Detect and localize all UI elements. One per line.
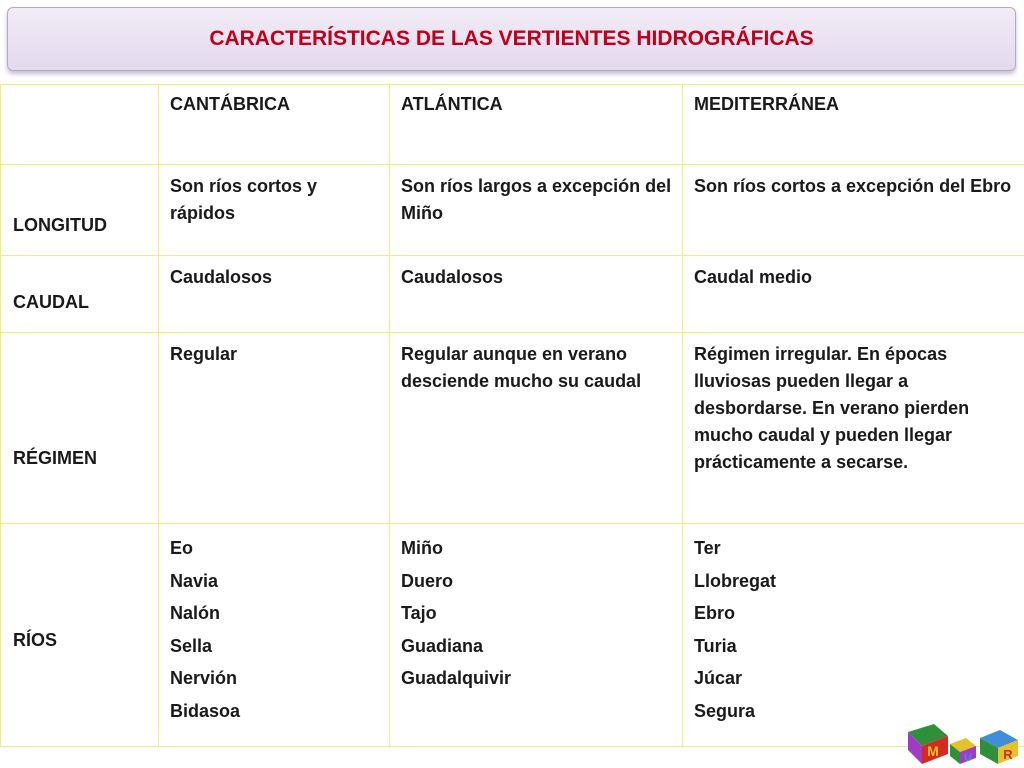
cell-caudal-cantabrica: Caudalosos xyxy=(159,256,390,333)
row-label-caudal: CAUDAL xyxy=(1,256,159,333)
table-row-regimen xyxy=(1,333,1024,524)
river-item: Turia xyxy=(694,635,737,656)
river-item: Ter xyxy=(694,538,721,558)
river-item: Llobregat xyxy=(694,570,777,591)
river-item: Bidasoa xyxy=(170,700,241,721)
cell-rios-atlantica xyxy=(390,524,683,747)
cell-regimen-atlantica: Regular aunque en verano desciende mucho su caudal xyxy=(390,333,683,524)
river-item: Guadiana xyxy=(401,635,484,656)
vertientes-table xyxy=(0,84,1024,747)
slide-title: CARACTERÍSTICAS DE LAS VERTIENTES HIDROGRÁFICAS xyxy=(209,27,814,50)
cell-rios-cantabrica xyxy=(159,524,390,747)
mur-logo-icon xyxy=(904,718,1022,766)
logo-cube-u xyxy=(950,738,976,764)
row-label-rios: RÍOS xyxy=(1,524,159,747)
river-item: Nalón xyxy=(170,603,221,623)
table-row-caudal xyxy=(1,256,1024,333)
header-mediterranea: MEDITERRÁNEA xyxy=(683,85,1024,165)
row-label-longitud: LONGITUD xyxy=(1,165,159,256)
cell-caudal-mediterranea: Caudal medio xyxy=(683,256,1024,333)
river-item: Ebro xyxy=(694,603,736,623)
table-row-longitud xyxy=(1,165,1024,256)
cell-longitud-mediterranea: Son ríos cortos a excepción del Ebro xyxy=(683,165,1024,256)
river-item: Eo xyxy=(170,538,194,558)
table-row-rios xyxy=(1,524,1024,747)
river-item: Navia xyxy=(170,570,219,591)
table-header-row xyxy=(1,85,1024,165)
cell-longitud-cantabrica: Son ríos cortos y rápidos xyxy=(159,165,390,256)
logo-letter-r: R xyxy=(1003,747,1013,762)
cell-rios-mediterranea xyxy=(683,524,1024,747)
header-atlantica: ATLÁNTICA xyxy=(390,85,683,165)
row-label-regimen: RÉGIMEN xyxy=(1,333,159,524)
cell-regimen-cantabrica: Regular xyxy=(159,333,390,524)
logo-letter-m: M xyxy=(927,743,939,759)
header-cell-empty xyxy=(1,85,159,165)
cell-caudal-atlantica: Caudalosos xyxy=(390,256,683,333)
header-cantabrica: CANTÁBRICA xyxy=(159,85,390,165)
river-item: Júcar xyxy=(694,668,743,688)
river-item: Segura xyxy=(694,700,756,721)
river-item: Sella xyxy=(170,635,213,656)
logo-cube-m xyxy=(908,724,948,764)
river-item: Miño xyxy=(401,538,443,558)
river-item: Tajo xyxy=(401,603,437,623)
cell-longitud-atlantica: Son ríos largos a excepción del Miño xyxy=(390,165,683,256)
river-item: Guadalquivir xyxy=(401,668,512,688)
logo-cube-r xyxy=(980,730,1018,764)
title-banner xyxy=(7,7,1016,71)
cell-regimen-mediterranea: Régimen irregular. En épocas lluviosas pueden llegar a desbordarse. En verano pierden mucho caudal y pueden llegar prácticamente a secarse. xyxy=(683,333,1024,524)
river-item: Nervión xyxy=(170,668,238,688)
logo-letter-u: U xyxy=(964,752,972,764)
river-item: Duero xyxy=(401,570,454,591)
